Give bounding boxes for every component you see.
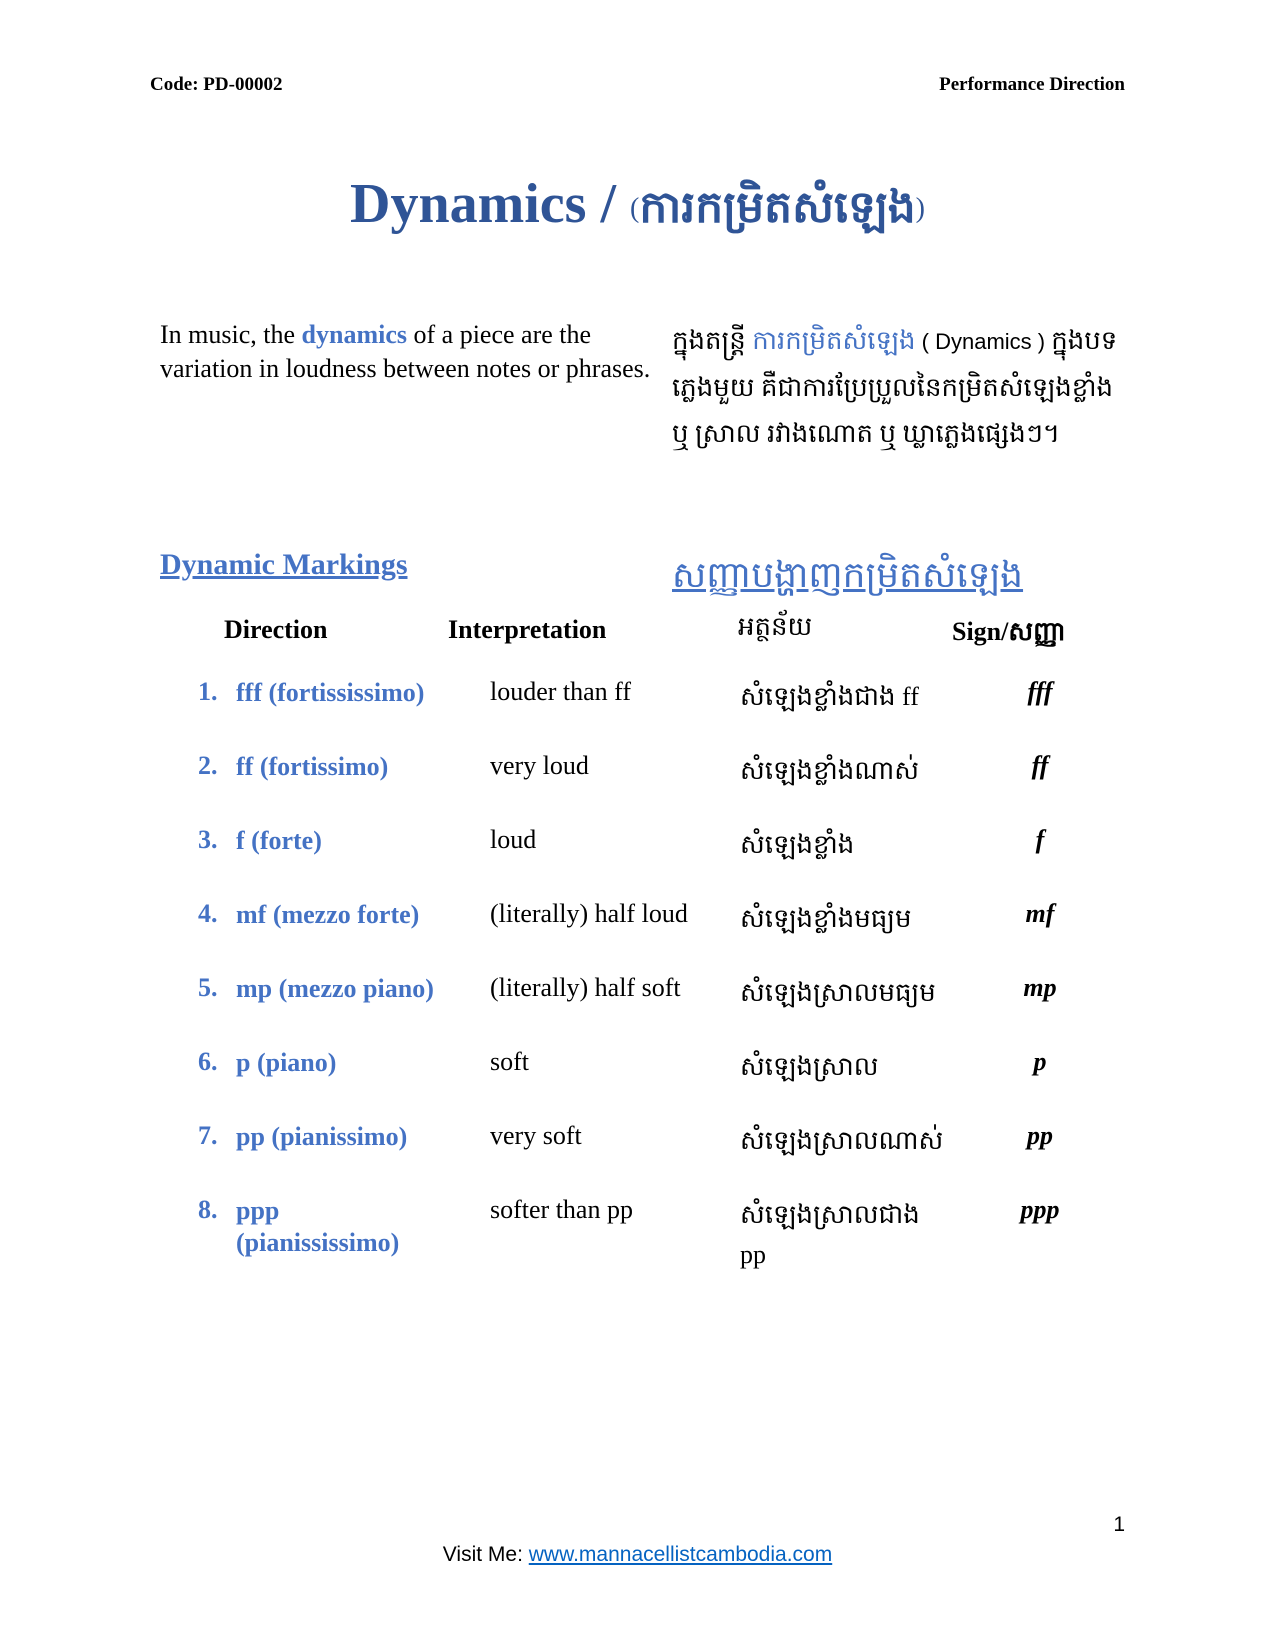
- row-direction: fff (fortississimo): [236, 678, 425, 707]
- row-interpretation: very loud: [490, 751, 589, 780]
- row-sign: pp: [1027, 1121, 1053, 1150]
- intro-kh-pre: ក្នុងតន្ត្រី: [672, 326, 753, 355]
- intro-en-post: of a piece are the variation in loudness between notes or phrases.: [160, 320, 651, 383]
- intro-en-term: dynamics: [301, 320, 407, 349]
- row-direction: ppp (pianississimo): [236, 1196, 400, 1257]
- table-row: [0, 1121, 1275, 1196]
- document-category: Performance Direction: [939, 74, 1125, 95]
- section-title-english: Dynamic Markings: [160, 548, 408, 581]
- title-open-paren: (: [630, 193, 640, 225]
- intro-english: [160, 318, 660, 386]
- row-interpretation: soft: [490, 1047, 529, 1076]
- table-row: [0, 1195, 1275, 1295]
- row-khmer: សំឡេងស្រាលមធ្យម: [740, 978, 936, 1007]
- row-khmer: សំឡេងស្រាល: [740, 1052, 879, 1081]
- row-sign: fff: [1027, 677, 1053, 706]
- row-interpretation: louder than ff: [490, 677, 632, 706]
- intro-en-pre: In music, the: [160, 320, 302, 349]
- table-row: [0, 751, 1275, 826]
- row-direction: mf (mezzo forte): [236, 900, 420, 929]
- intro-kh-paren: ( Dynamics ): [915, 329, 1052, 354]
- title-khmer: ការកម្រិតសំឡេង: [639, 183, 916, 232]
- row-sign: f: [1035, 825, 1045, 854]
- row-number: 2.: [198, 751, 218, 780]
- row-interpretation: (literally) half soft: [490, 973, 681, 1002]
- row-interpretation: loud: [490, 825, 537, 854]
- row-number: 4.: [198, 899, 218, 928]
- row-sign: ppp: [1020, 1195, 1060, 1224]
- row-direction: mp (mezzo piano): [236, 974, 434, 1003]
- row-khmer: សំឡេងស្រាលជាង pp: [740, 1200, 920, 1269]
- row-number: 3.: [198, 825, 218, 854]
- page-title: [0, 173, 1275, 235]
- intro-kh-term: ការកម្រិតសំឡេង: [752, 326, 916, 355]
- row-khmer: សំឡេងស្រាលណាស់: [740, 1126, 944, 1155]
- page-number: 1: [1113, 1513, 1125, 1536]
- table-row: [0, 825, 1275, 900]
- row-khmer: សំឡេងខ្លាំងណាស់: [740, 756, 920, 785]
- intro-khmer: [672, 318, 1122, 457]
- row-khmer: សំឡេងខ្លាំងជាង ff: [740, 682, 919, 711]
- intro-kh-post: ក្នុងបទភ្លេងមួយ គឺជាការប្រែប្រួលនៃកម្រិតសំឡេងខ្លាំង ឬ ស្រាល រវាងណោត ឬ ឃ្លាភ្លេងផ្សេងៗ។: [672, 326, 1118, 448]
- column-header-sign: Sign/សញ្ញា: [952, 617, 1066, 646]
- row-interpretation: very soft: [490, 1121, 582, 1150]
- table-row: [0, 973, 1275, 1048]
- column-header-direction: Direction: [224, 615, 328, 644]
- row-number: 8.: [198, 1195, 218, 1224]
- website-link[interactable]: www.mannacellistcambodia.com: [528, 1543, 833, 1566]
- row-interpretation: softer than pp: [490, 1195, 633, 1224]
- row-number: 1.: [198, 677, 218, 706]
- table-row: [0, 1047, 1275, 1122]
- column-header-khmer: អត្ថន័យ: [738, 612, 813, 641]
- row-sign: mp: [1023, 973, 1057, 1002]
- row-direction: pp (pianissimo): [236, 1122, 408, 1151]
- row-sign: ff: [1031, 751, 1049, 780]
- column-header-interpretation: Interpretation: [448, 615, 607, 644]
- row-number: 7.: [198, 1121, 218, 1150]
- row-khmer: សំឡេងខ្លាំង: [740, 830, 855, 859]
- row-interpretation: (literally) half loud: [490, 899, 688, 928]
- row-sign: mf: [1025, 899, 1055, 928]
- title-english: Dynamics /: [350, 173, 617, 235]
- footer: [0, 1543, 1275, 1567]
- row-direction: ff (fortissimo): [236, 752, 389, 781]
- table-row: [0, 899, 1275, 974]
- row-sign: p: [1033, 1047, 1047, 1076]
- row-direction: p (piano): [236, 1048, 337, 1077]
- section-title-khmer: សញ្ញាបង្ហាញកម្រិតសំឡេង: [672, 555, 1024, 595]
- row-number: 6.: [198, 1047, 218, 1076]
- table-row: [0, 677, 1275, 752]
- footer-label: Visit Me:: [442, 1543, 529, 1566]
- document-code: Code: PD-00002: [150, 74, 283, 95]
- row-direction: f (forte): [236, 826, 322, 855]
- row-number: 5.: [198, 973, 218, 1002]
- title-close-paren: ): [915, 193, 925, 225]
- row-khmer: សំឡេងខ្លាំងមធ្យម: [740, 904, 912, 933]
